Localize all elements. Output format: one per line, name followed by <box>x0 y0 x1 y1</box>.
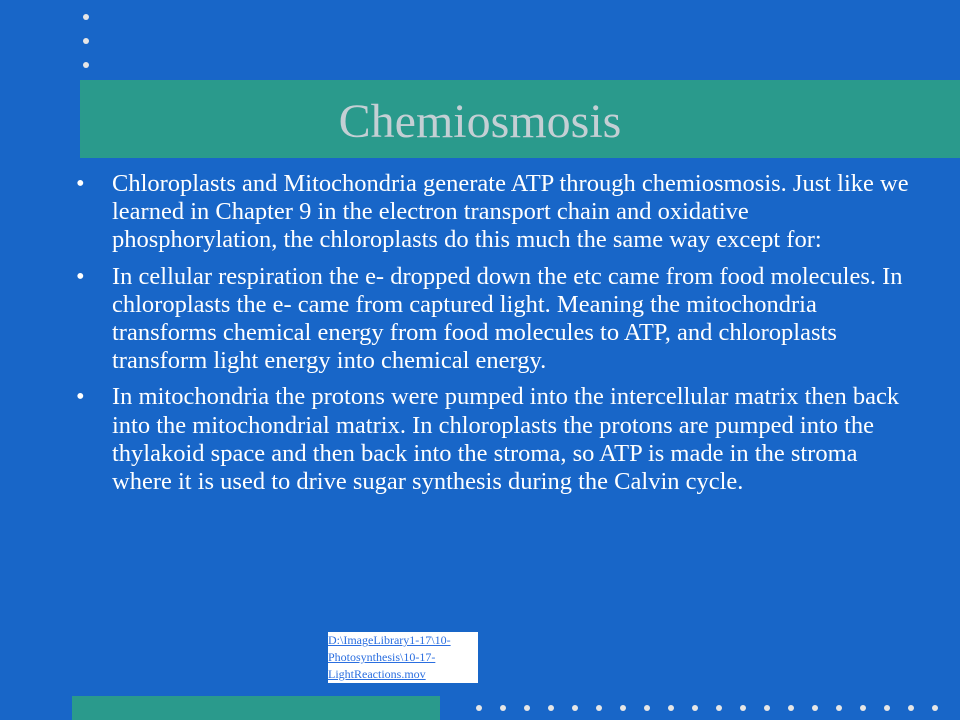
dot <box>500 705 506 711</box>
dot <box>908 705 914 711</box>
dot <box>524 705 530 711</box>
media-file-link[interactable] <box>328 632 478 683</box>
bullet-item <box>72 170 912 255</box>
bullet-text: In cellular respiration the e- dropped down the etc came from food molecules. In chloroplasts the e- came from captured light. Meaning the mitochondria transforms chemical energy from food molecules to ATP, and chloroplasts transform light energy into chemical energy. <box>112 262 903 375</box>
slide-title: Chemiosmosis <box>338 95 622 148</box>
dot <box>860 705 866 711</box>
bullet-marker: • <box>76 262 85 290</box>
bullet-item <box>72 263 912 376</box>
media-file-link-text[interactable]: D:\ImageLibrary1-17\10-Photosynthesis\10-17-LightReactions.mov <box>328 633 451 681</box>
dot <box>644 705 650 711</box>
dot <box>788 705 794 711</box>
dot <box>596 705 602 711</box>
dot <box>83 62 89 68</box>
bullet-item <box>72 383 912 496</box>
dot <box>836 705 842 711</box>
bullet-marker: • <box>76 170 85 197</box>
bottom-band <box>72 696 440 720</box>
dot <box>884 705 890 711</box>
decorative-dots-bottom <box>470 705 960 715</box>
dot <box>548 705 554 711</box>
dot <box>572 705 578 711</box>
bullet-marker: • <box>76 383 85 411</box>
dot <box>932 705 938 711</box>
dot <box>476 705 482 711</box>
dot <box>716 705 722 711</box>
dot <box>764 705 770 711</box>
dot <box>740 705 746 711</box>
bullet-list <box>72 170 912 504</box>
dot <box>812 705 818 711</box>
dot <box>83 38 89 44</box>
dot <box>620 705 626 711</box>
dot <box>668 705 674 711</box>
decorative-dots-top <box>83 8 95 72</box>
bullet-text: Chloroplasts and Mitochondria generate ATP through chemiosmosis. Just like we learned in Chapter 9 in the electron transport chain and oxidative phosphorylation, the chloroplasts do this much the same way except for: <box>112 170 909 254</box>
dot <box>83 14 89 20</box>
bullet-text: In mitochondria the protons were pumped into the intercellular matrix then back into the mitochondrial matrix. In chloroplasts the protons are pumped into the thylakoid space and then back into the stroma, so ATP is made in the stroma where it is used to drive sugar synthesis during the Calvin cycle. <box>112 383 900 496</box>
dot <box>692 705 698 711</box>
